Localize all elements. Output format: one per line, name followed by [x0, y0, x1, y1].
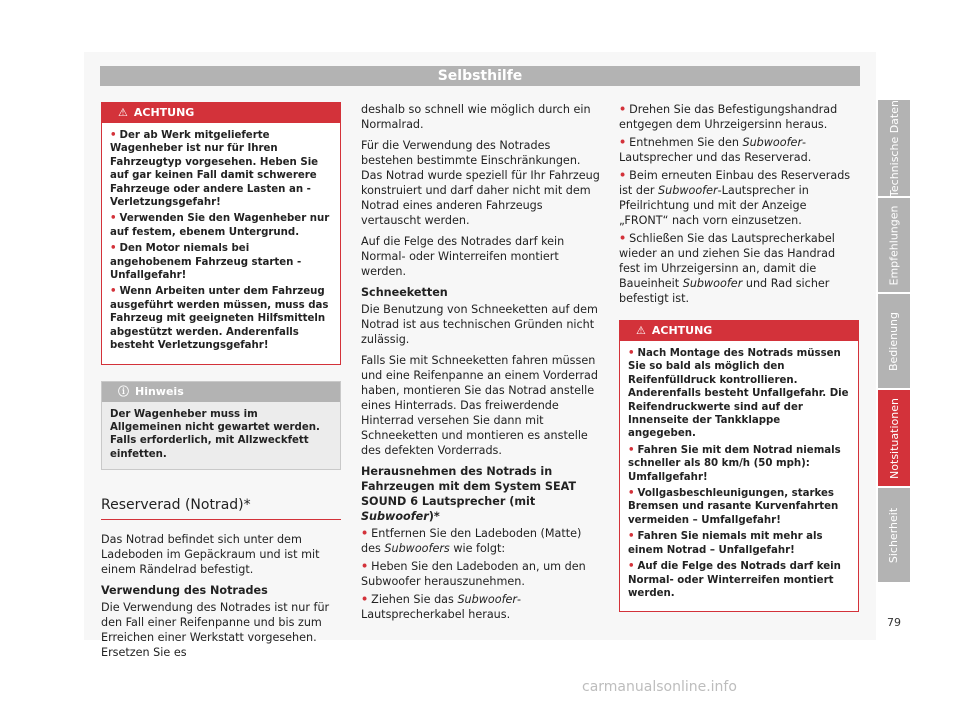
tab-sicherheit[interactable]: Sicherheit [878, 488, 910, 582]
warning-box-body [620, 341, 858, 611]
section-title: Reserverad (Notrad)* [101, 497, 251, 514]
note-box-header [102, 382, 340, 402]
list-item: • Auf die Felge des Notrads darf kein Normal- oder Winterreifen montiert werden. [628, 561, 841, 599]
list-item: • Verwenden Sie den Wagenheber nur auf festem, ebenem Untergrund. [110, 213, 330, 238]
tab-notsituationen[interactable]: Notsituationen [878, 390, 910, 486]
paragraph: Für die Verwendung des Notrades bestehen bestimmte Einschränkungen. Das Notrad wurde speziell für Ihr Fahrzeug konstruiert und darf daher nicht mit dem Notrad eines anderen Fahrzeugs vertauscht werden. [361, 139, 600, 227]
info-icon: ⓘ [118, 384, 129, 398]
list-item: • Schließen Sie das Lautsprecherkabel wieder an und ziehen Sie das Handrad fest im Uhrzeigersinn an, damit die Baueinheit Subwoofer und Rad sicher befestigt ist. [619, 232, 836, 305]
list-item: • Beim erneuten Einbau des Reserverads ist der Subwoofer-Lautsprecher in Pfeilrichtung und mit der Anzeige „FRONT“ nach vorn einzusetzen. [619, 169, 851, 227]
subheading: Verwendung des Notrades [101, 584, 268, 598]
subheading: Herausnehmen des Notrads in Fahrzeugen mit dem System SEAT SOUND 6 Lautsprecher (mit Subwoofer)* [361, 465, 577, 523]
list-item: • Nach Montage des Notrads müssen Sie so bald als möglich den Reifenfülldruck kontrollieren. Anderenfalls besteht Unfallgefahr. Die Reifendruckwerte sind auf der Innenseite der Tankklappe angegeben. [628, 348, 849, 440]
paragraph: Die Verwendung des Notrades ist nur für den Fall einer Reifenpanne und bis zum Erreichen einer Werkstatt vorgesehen. Ersetzen Sie es [101, 601, 330, 660]
paragraph: Auf die Felge des Notrades darf kein Normal- oder Winterreifen montiert werden. [361, 235, 565, 278]
warning-box-body [102, 123, 340, 364]
paragraph: deshalb so schnell wie möglich durch ein Normalrad. [361, 103, 591, 131]
list-item: • Wenn Arbeiten unter dem Fahrzeug ausgeführt werden müssen, muss das Fahrzeug mit geeigneten Hilfsmitteln abgestützt werden. Anderenfalls besteht Verletzungsgefahr! [110, 286, 329, 352]
list-item: • Fahren Sie niemals mit mehr als einem Notrad – Unfallgefahr! [628, 531, 823, 556]
list-item: • Der ab Werk mitgelieferte Wagenheber ist nur für Ihren Fahrzeugtyp vorgesehen. Heben Sie auf gar keinen Fall damit schwerere Fahrzeuge oder andere Lasten an - Verletzungsgefahr! [110, 130, 319, 209]
paragraph: Das Notrad befindet sich unter dem Ladeboden im Gepäckraum und ist mit einem Rändelrad befestigt. [101, 533, 320, 577]
page-number: 79 [887, 616, 901, 629]
warning-box-header [102, 103, 340, 123]
list-item: • Entfernen Sie den Ladeboden (Matte) des Subwoofers wie folgt: [361, 527, 582, 555]
tab-bedienung[interactable]: Bedienung [878, 294, 910, 388]
list-item: • Ziehen Sie das Subwoofer-Lautsprecherkabel heraus. [361, 593, 522, 621]
watermark: carmanualsonline.info [582, 679, 737, 695]
warning-box [619, 320, 859, 612]
warning-box-header [620, 321, 858, 341]
right-column [619, 102, 859, 612]
page-header: Selbsthilfe [100, 66, 860, 86]
note-title: Hinweis [135, 384, 184, 398]
warning-title: ACHTUNG [133, 106, 195, 119]
list-item: • Heben Sie den Ladeboden an, um den Subwoofer herauszunehmen. [361, 560, 586, 588]
section-heading [101, 498, 341, 520]
note-box-body: Der Wagenheber muss im Allgemeinen nicht gewartet werden. Falls erforderlich, mit Allzweckfett einfetten. [110, 408, 320, 460]
warning-triangle-icon: ⚠ [118, 106, 128, 119]
subheading: Schneeketten [361, 286, 448, 299]
tab-empfehlungen[interactable]: Empfehlungen [878, 198, 910, 292]
list-item: • Fahren Sie mit dem Notrad niemals schneller als 80 km/h (50 mph): Umfallgefahr! [628, 444, 841, 483]
warning-box [101, 102, 341, 365]
list-item: • Entnehmen Sie den Subwoofer-Lautsprecher und das Reserverad. [619, 136, 812, 164]
list-item: • Vollgasbeschleunigungen, starkes Bremsen und rasante Kurvenfahrten vermeiden – Umfallgefahr! [628, 488, 839, 526]
note-box [101, 381, 341, 471]
list-item: • Drehen Sie das Befestigungshandrad entgegen dem Uhrzeigersinn heraus. [619, 103, 838, 131]
warning-title: ACHTUNG [651, 324, 713, 337]
paragraph: Die Benutzung von Schneeketten auf dem Notrad ist aus technischen Gründen nicht zulässig. [361, 303, 598, 346]
middle-column [361, 102, 601, 625]
list-item: • Den Motor niemals bei angehobenem Fahrzeug starten - Unfallgefahr! [110, 243, 302, 282]
paragraph: Falls Sie mit Schneeketten fahren müssen und eine Reifenpanne an einem Vorderrad haben, montieren Sie das Notrad anstelle eines Hinterrads. Das freiwerdende Hinterrad versehen Sie dann mit Schneeketten und montieren es anstelle des defekten Vorderrads. [361, 354, 599, 457]
tab-technische-daten[interactable]: Technische Daten [878, 100, 910, 196]
left-column [101, 102, 341, 666]
heading-rule [101, 519, 341, 520]
warning-triangle-icon: ⚠ [636, 324, 646, 337]
